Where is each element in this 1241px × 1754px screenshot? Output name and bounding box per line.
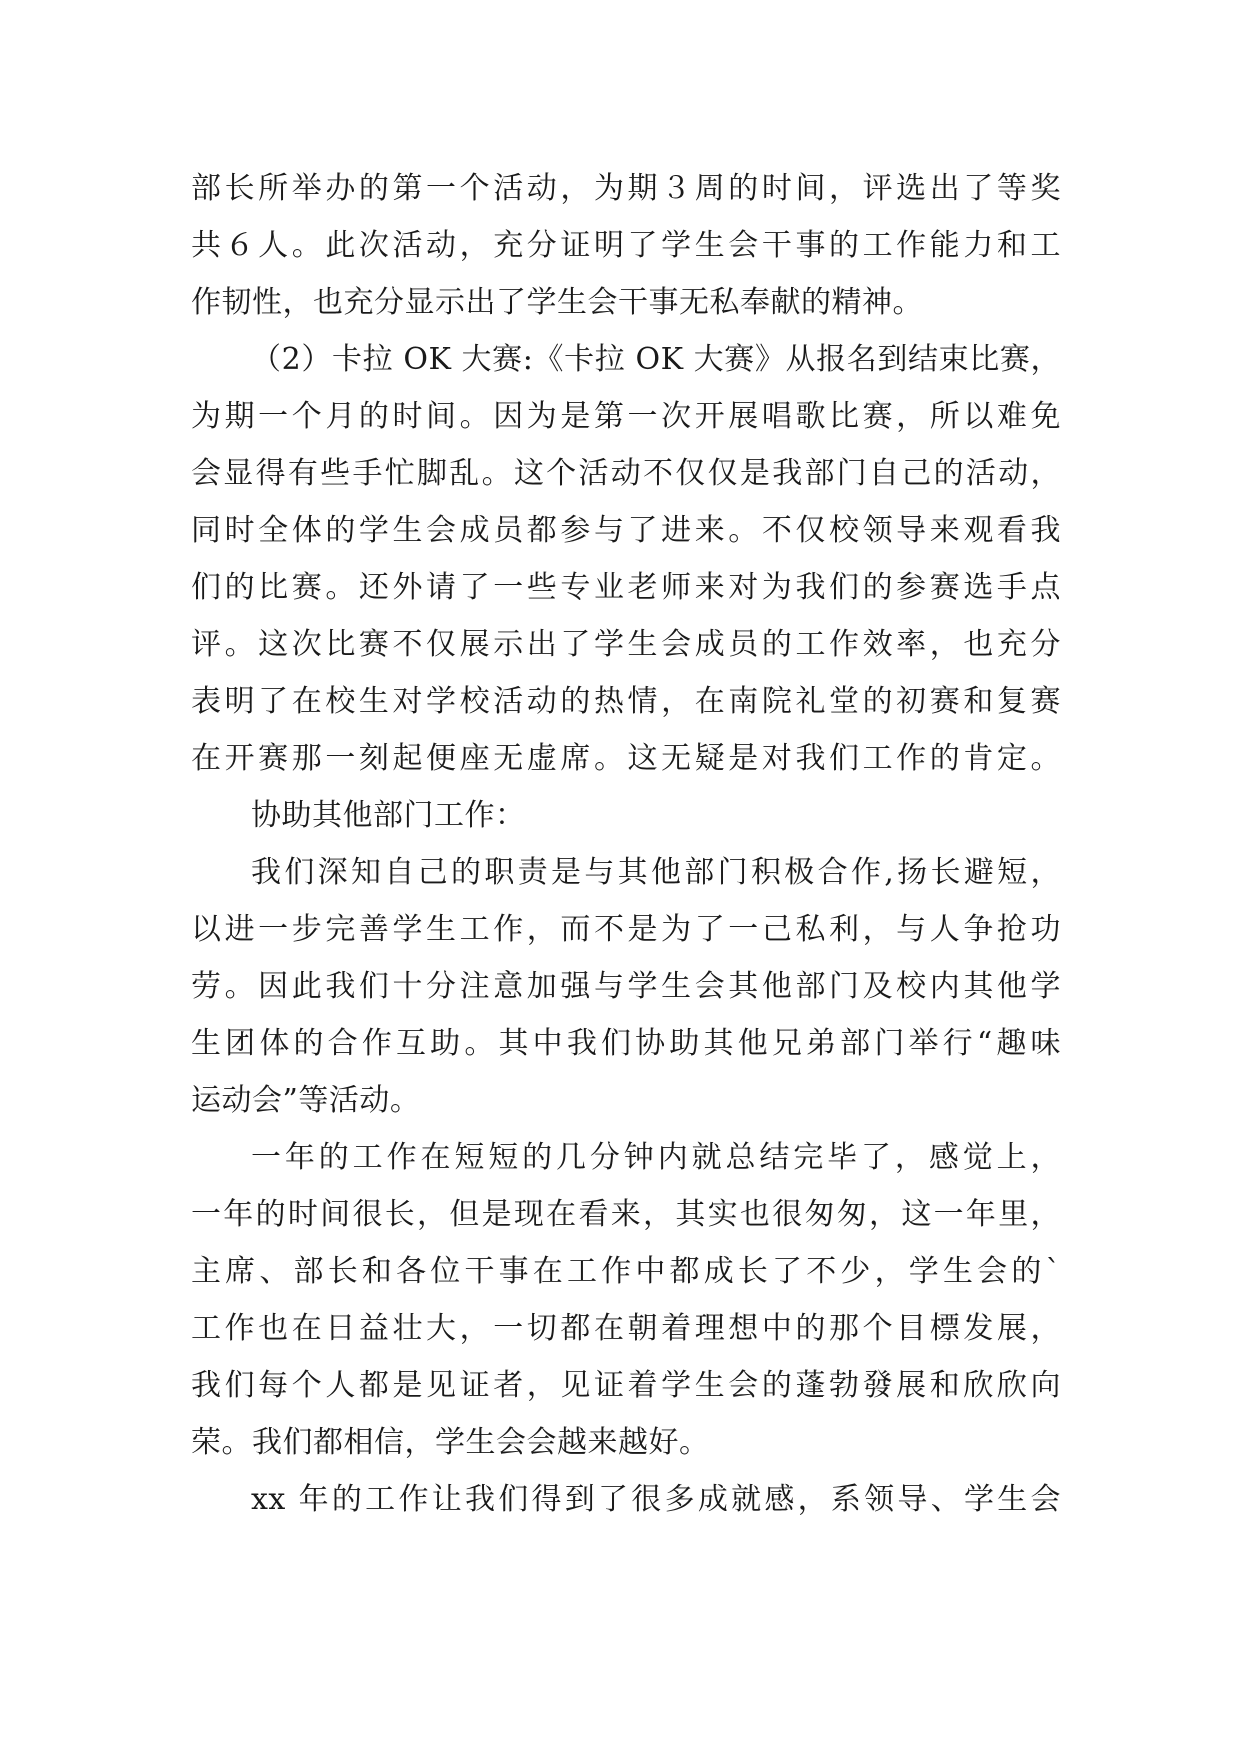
text-line: 在开赛那一刻起便座无虚席。这无疑是对我们工作的肯定。: [191, 741, 1061, 776]
text-line: 共６人。此次活动，充分证明了学生会干事的工作能力和工: [191, 228, 1061, 263]
text-line: 会显得有些手忙脚乱。这个活动不仅仅是我部门自己的活动，: [191, 456, 1061, 491]
text-line: 评。这次比赛不仅展示出了学生会成员的工作效率，也充分: [191, 627, 1061, 662]
text-line: 主席、部长和各位干事在工作中都成长了不少，学生会的`: [191, 1254, 1061, 1289]
text-line: 运动会”等活动。: [191, 1083, 421, 1118]
text-line: 一年的时间很长，但是现在看来，其实也很匆匆，这一年里，: [191, 1197, 1061, 1232]
text-line: 以进一步完善学生工作，而不是为了一己私利，与人争抢功: [191, 912, 1061, 947]
document-body: [191, 160, 1061, 1528]
text-line: 一年的工作在短短的几分钟内就总结完毕了，感觉上，: [251, 1140, 1061, 1175]
text-line: （2）卡拉 OK 大赛:《卡拉 OK 大赛》从报名到结束比赛，: [251, 342, 1061, 377]
text-line: 生团体的合作互助。其中我们协助其他兄弟部门举行“趣味: [191, 1026, 1061, 1061]
text-line: 部长所举办的第一个活动，为期３周的时间，评选出了等奖: [191, 171, 1061, 206]
text-line: 劳。因此我们十分注意加强与学生会其他部门及校内其他学: [191, 969, 1061, 1004]
text-line: 为期一个月的时间。因为是第一次开展唱歌比赛，所以难免: [191, 399, 1061, 434]
text-line: 作韧性，也充分显示出了学生会干事无私奉献的精神。: [191, 285, 923, 320]
text-line: 我们深知自己的职责是与其他部门积极合作,扬长避短，: [251, 855, 1061, 890]
text-line: 表明了在校生对学校活动的热情，在南院礼堂的初赛和复赛: [191, 684, 1061, 719]
text-line: 们的比赛。还外请了一些专业老师来对为我们的参赛选手点: [191, 570, 1061, 605]
text-line: 同时全体的学生会成员都参与了进来。不仅校领导来观看我: [191, 513, 1061, 548]
text-line: xx 年的工作让我们得到了很多成就感，系领导、学生会: [251, 1482, 1061, 1517]
text-line: 工作也在日益壮大，一切都在朝着理想中的那个目標发展，: [191, 1311, 1061, 1346]
text-line: 荣。我们都相信，学生会会越来越好。: [191, 1425, 710, 1460]
text-line: 我们每个人都是见证者，见证着学生会的蓬勃發展和欣欣向: [191, 1368, 1061, 1403]
section-heading: 协助其他部门工作：: [251, 798, 526, 833]
